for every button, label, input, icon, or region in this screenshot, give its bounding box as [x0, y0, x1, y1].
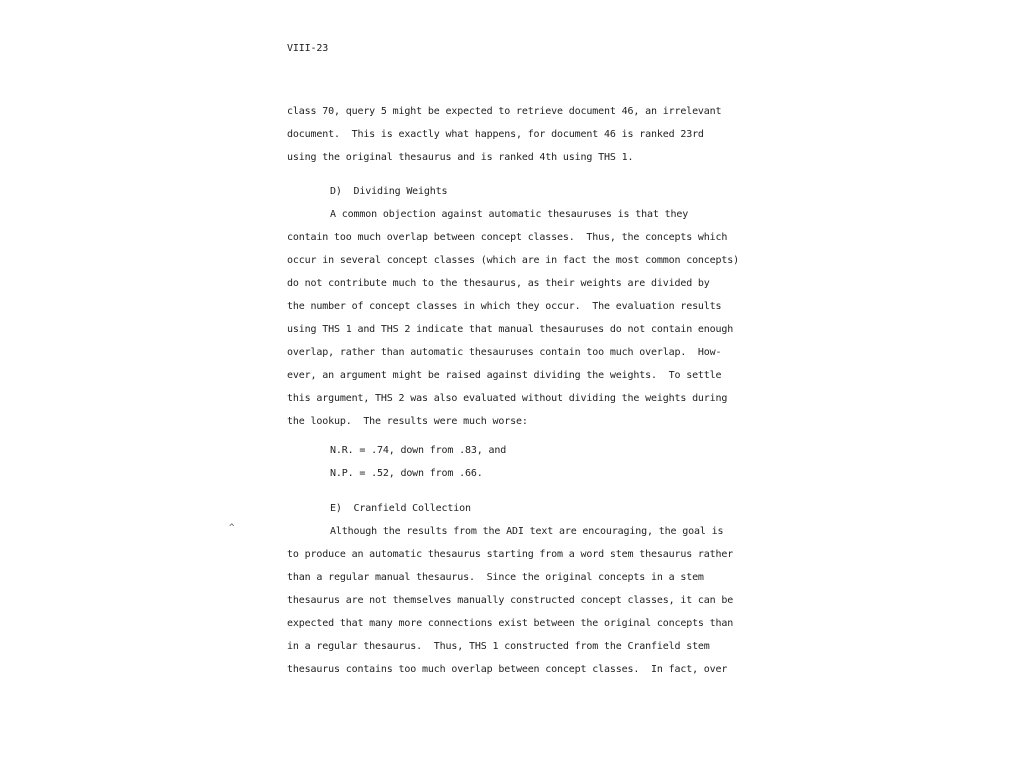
paragraph-line: document. This is exactly what happens, for document 46 is ranked 23rd [287, 129, 704, 140]
paragraph-line: the lookup. The results were much worse: [287, 416, 528, 427]
stray-scan-mark: ^ [229, 523, 235, 533]
paragraph-line: Although the results from the ADI text are encouraging, the goal is [330, 526, 724, 537]
paragraph-line: in a regular thesaurus. Thus, THS 1 constructed from the Cranfield stem [287, 641, 710, 652]
paragraph-line: overlap, rather than automatic thesauruses contain too much overlap. How- [287, 347, 722, 358]
result-line: N.P. = .52, down from .66. [330, 468, 483, 479]
section-heading-dividing-weights: D) Dividing Weights [330, 186, 448, 197]
paragraph-line: than a regular manual thesaurus. Since the original concepts in a stem [287, 572, 704, 583]
section-heading-cranfield-collection: E) Cranfield Collection [330, 503, 471, 514]
paragraph-line: ever, an argument might be raised against dividing the weights. To settle [287, 370, 722, 381]
result-line: N.R. = .74, down from .83, and [330, 445, 507, 456]
paragraph-line: contain too much overlap between concept classes. Thus, the concepts which [287, 232, 728, 243]
paragraph-line: the number of concept classes in which they occur. The evaluation results [287, 301, 722, 312]
page-header: VIII-23 [287, 43, 329, 54]
paragraph-line: A common objection against automatic thesauruses is that they [330, 209, 689, 220]
paragraph-line: to produce an automatic thesaurus starting from a word stem thesaurus rather [287, 549, 734, 560]
paragraph-line: class 70, query 5 might be expected to retrieve document 46, an irrelevant [287, 106, 722, 117]
paragraph-line: using THS 1 and THS 2 indicate that manual thesauruses do not contain enough [287, 324, 734, 335]
paragraph-line: using the original thesaurus and is ranked 4th using THS 1. [287, 152, 634, 163]
paragraph-line: this argument, THS 2 was also evaluated without dividing the weights during [287, 393, 728, 404]
paragraph-line: thesaurus contains too much overlap between concept classes. In fact, over [287, 664, 728, 675]
paragraph-line: do not contribute much to the thesaurus, as their weights are divided by [287, 278, 710, 289]
paragraph-line: occur in several concept classes (which are in fact the most common concepts) [287, 255, 740, 266]
paragraph-line: thesaurus are not themselves manually constructed concept classes, it can be [287, 595, 734, 606]
paragraph-line: expected that many more connections exist between the original concepts than [287, 618, 734, 629]
